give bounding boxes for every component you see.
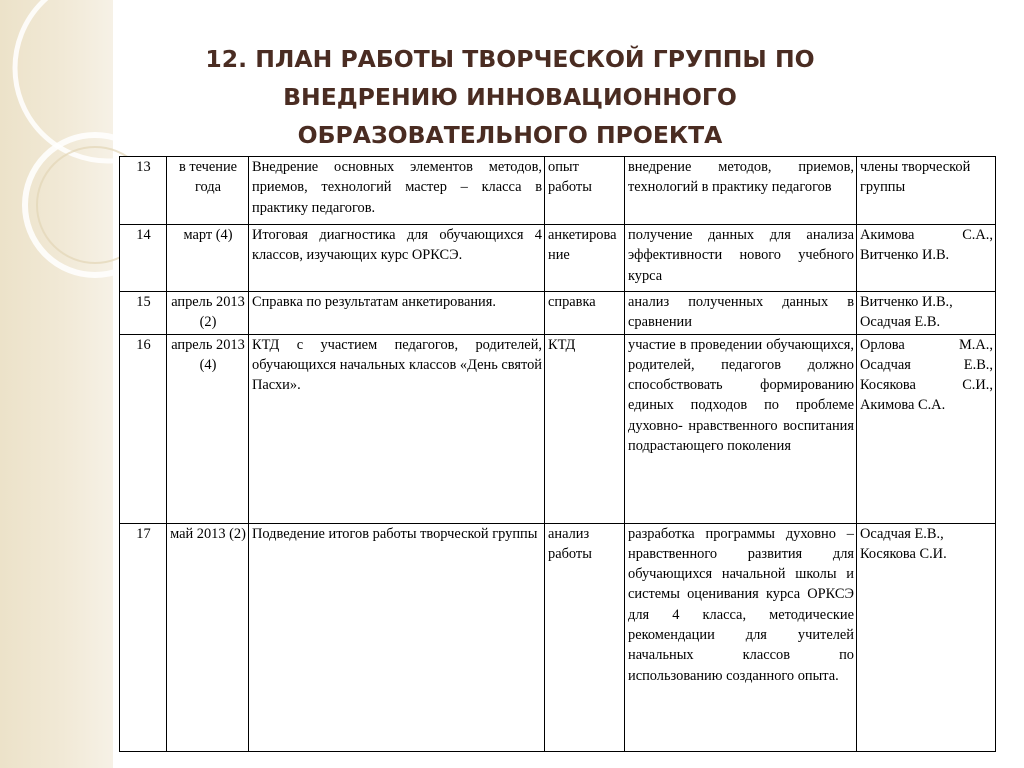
row-event: Подведение итогов работы творческой группы [249,523,545,751]
row-number: 14 [120,225,167,292]
title-line-3: ОБРАЗОВАТЕЛЬНОГО ПРОЕКТА [297,121,723,149]
row-result: анализ полученных данных в сравнении [625,292,857,335]
table-row [120,157,996,225]
page-title [170,40,850,154]
row-responsible: Осадчая Е.В., Косякова С.И. [857,523,996,751]
row-number: 13 [120,157,167,225]
title-line-2: ВНЕДРЕНИЮ ИННОВАЦИОННОГО [283,83,737,111]
row-event: КТД с участием педагогов, родителей, обучающихся начальных классов «День святой Пасхи». [249,334,545,523]
row-event: Внедрение основных элементов методов, приемов, технологий мастер – класса в практику педагогов. [249,157,545,225]
row-responsible: члены творческой группы [857,157,996,225]
row-number: 17 [120,523,167,751]
row-responsible: Витченко И.В., Осадчая Е.В. [857,292,996,335]
decorative-side-band [0,0,113,768]
row-form: опыт работы [545,157,625,225]
row-date: май 2013 (2) [167,523,249,751]
title-line-1: 12. ПЛАН РАБОТЫ ТВОРЧЕСКОЙ ГРУППЫ ПО [205,45,815,73]
table-row [120,292,996,335]
row-date: март (4) [167,225,249,292]
row-result: получение данных для анализа эффективности нового учебного курса [625,225,857,292]
table-row [120,225,996,292]
row-event: Справка по результатам анкетирования. [249,292,545,335]
table-row [120,334,996,523]
row-number: 16 [120,334,167,523]
row-responsible: Орлова М.А., Осадчая Е.В., Косякова С.И., Акимова С.А. [857,334,996,523]
row-date: апрель 2013 (2) [167,292,249,335]
row-form: КТД [545,334,625,523]
row-date: апрель 2013 (4) [167,334,249,523]
row-responsible: Акимова С.А., Витченко И.В. [857,225,996,292]
table-row [120,523,996,751]
row-result: внедрение методов, приемов, технологий в практику педагогов [625,157,857,225]
row-form: справка [545,292,625,335]
row-result: разработка программы духовно – нравственного развития для обучающихся начальной школы и системы оценивания курса ОРКСЭ для 4 класса, методические рекомендации для учителей начальных классов по использованию созданного опыта. [625,523,857,751]
row-form: анкетирование [545,225,625,292]
row-form: анализ работы [545,523,625,751]
row-date: в течение года [167,157,249,225]
row-result: участие в проведении обучающихся, родителей, педагогов должно способствовать формированию единых подходов по проблеме духовно- нравственного воспитания подрастающего поколения [625,334,857,523]
row-event: Итоговая диагностика для обучающихся 4 классов, изучающих курс ОРКСЭ. [249,225,545,292]
row-number: 15 [120,292,167,335]
plan-table [119,156,996,752]
